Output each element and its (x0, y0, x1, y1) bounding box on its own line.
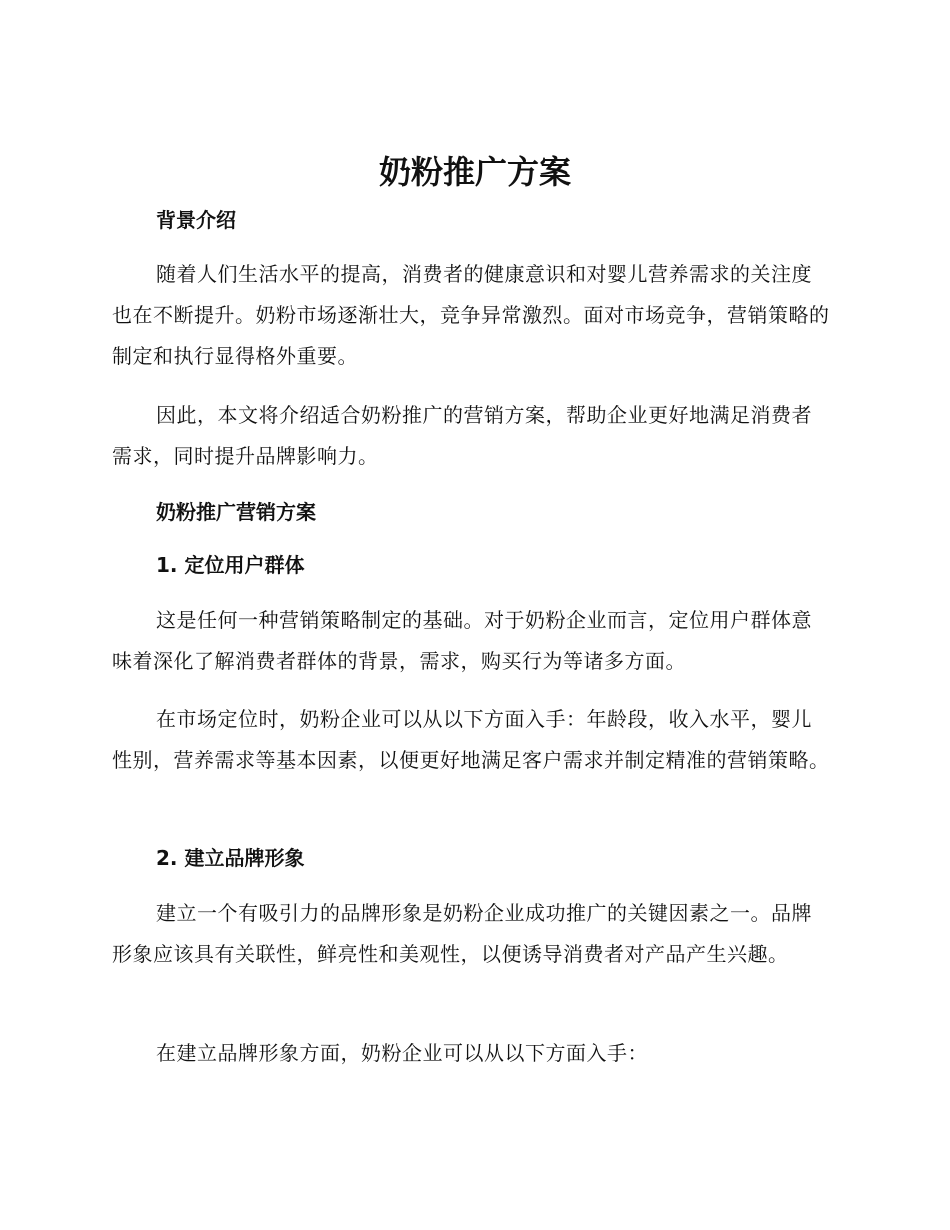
section-heading-plan: 奶粉推广营销方案 (156, 500, 316, 524)
paragraph-background-1: 随着人们生活水平的提高，消费者的健康意识和对婴儿营养需求的关注度也在不断提升。奶粉市场逐渐壮大，竞争异常激烈。面对市场竞争，营销策略的制定和执行显得格外重要。 (112, 262, 830, 368)
section-heading-step2: 2. 建立品牌形象 (156, 846, 305, 870)
section-heading-step1: 1. 定位用户群体 (156, 553, 305, 577)
paragraph-step2-1: 建立一个有吸引力的品牌形象是奶粉企业成功推广的关键因素之一。品牌形象应该具有关联性，鲜亮性和美观性，以便诱导消费者对产品产生兴趣。 (112, 901, 812, 966)
section-heading-background: 背景介绍 (156, 208, 236, 232)
paragraph-step1-1: 这是任何一种营销策略制定的基础。对于奶粉企业而言，定位用户群体意味着深化了解消费者群体的背景，需求，购买行为等诸多方面。 (112, 608, 812, 673)
paragraph-background-2: 因此，本文将介绍适合奶粉推广的营销方案，帮助企业更好地满足消费者需求，同时提升品牌影响力。 (112, 403, 812, 468)
paragraph-step1-2: 在市场定位时，奶粉企业可以从以下方面入手：年龄段，收入水平，婴儿性别，营养需求等基本因素，以便更好地满足客户需求并制定精准的营销策略。 (112, 707, 830, 772)
paragraph-step2-2: 在建立品牌形象方面，奶粉企业可以从以下方面入手： (156, 1041, 648, 1065)
document-title: 奶粉推广方案 (378, 153, 571, 191)
